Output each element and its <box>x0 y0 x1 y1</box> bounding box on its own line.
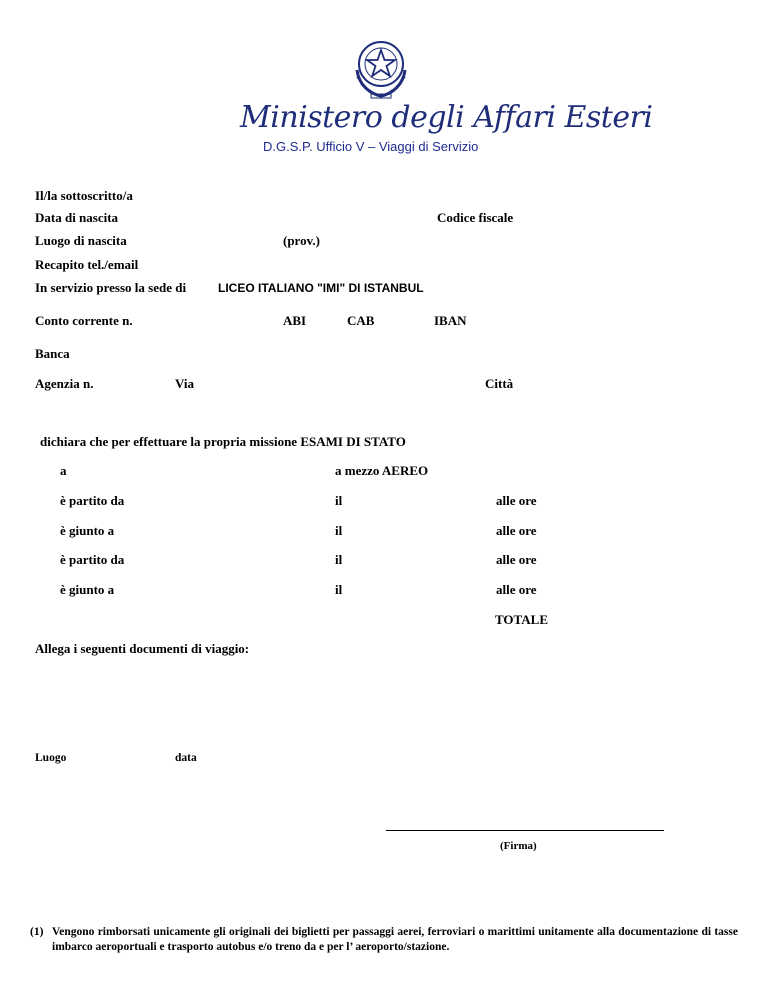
label-sottoscritto: Il/la sottoscritto/a <box>35 188 133 203</box>
label-firma: (Firma) <box>500 840 537 852</box>
label-banca: Banca <box>35 346 70 361</box>
label-conto: Conto corrente n. <box>35 313 133 328</box>
leg-date: il <box>335 552 343 567</box>
ministry-name: Ministero degli Affari Esteri <box>240 100 653 135</box>
leg-place: è partito da <box>60 552 125 567</box>
leg-place: è giunto a <box>60 523 115 538</box>
leg-date: il <box>335 582 343 597</box>
label-iban: IBAN <box>434 313 467 328</box>
label-prov: (prov.) <box>283 233 320 248</box>
label-abi: ABI <box>283 313 307 328</box>
label-totale: TOTALE <box>495 612 548 627</box>
label-data-nascita: Data di nascita <box>35 210 119 225</box>
label-luogo: Luogo <box>35 752 67 764</box>
leg-time: alle ore <box>496 582 537 597</box>
label-allega: Allega i seguenti documenti di viaggio: <box>35 641 250 656</box>
leg-time: alle ore <box>496 523 537 538</box>
label-citta: Città <box>485 376 514 391</box>
label-data: data <box>175 752 197 764</box>
republic-emblem-icon <box>345 30 417 102</box>
label-recapito: Recapito tel./email <box>35 257 139 272</box>
sede-value: LICEO ITALIANO "IMI" DI ISTANBUL <box>218 281 424 295</box>
footnote-text: Vengono rimborsati unicamente gli originali dei biglietti per passaggi aerei, ferroviari o marittimi unitamente alla documentazione di tasse imbarco aeroportuali e trasporto autobus e/o treno da e per l’ aeroporto/stazione. <box>52 926 738 953</box>
label-luogo-nascita: Luogo di nascita <box>35 233 127 248</box>
leg-time: alle ore <box>496 493 537 508</box>
label-servizio: In servizio presso la sede di <box>35 280 187 295</box>
label-mezzo: a mezzo AEREO <box>335 463 429 478</box>
label-codice-fiscale: Codice fiscale <box>437 210 514 225</box>
leg-place: è giunto a <box>60 582 115 597</box>
mission-statement: dichiara che per effettuare la propria missione ESAMI DI STATO <box>40 434 406 449</box>
label-via: Via <box>175 376 195 391</box>
office-line: D.G.S.P. Ufficio V – Viaggi di Servizio <box>263 139 479 154</box>
label-destinazione: a <box>60 463 67 478</box>
leg-time: alle ore <box>496 552 537 567</box>
leg-date: il <box>335 493 343 508</box>
leg-date: il <box>335 523 343 538</box>
label-agenzia: Agenzia n. <box>35 376 94 391</box>
footnote <box>30 925 738 955</box>
footnote-number: (1) <box>30 926 44 938</box>
leg-place: è partito da <box>60 493 125 508</box>
label-cab: CAB <box>347 313 375 328</box>
signature-line <box>386 830 664 831</box>
